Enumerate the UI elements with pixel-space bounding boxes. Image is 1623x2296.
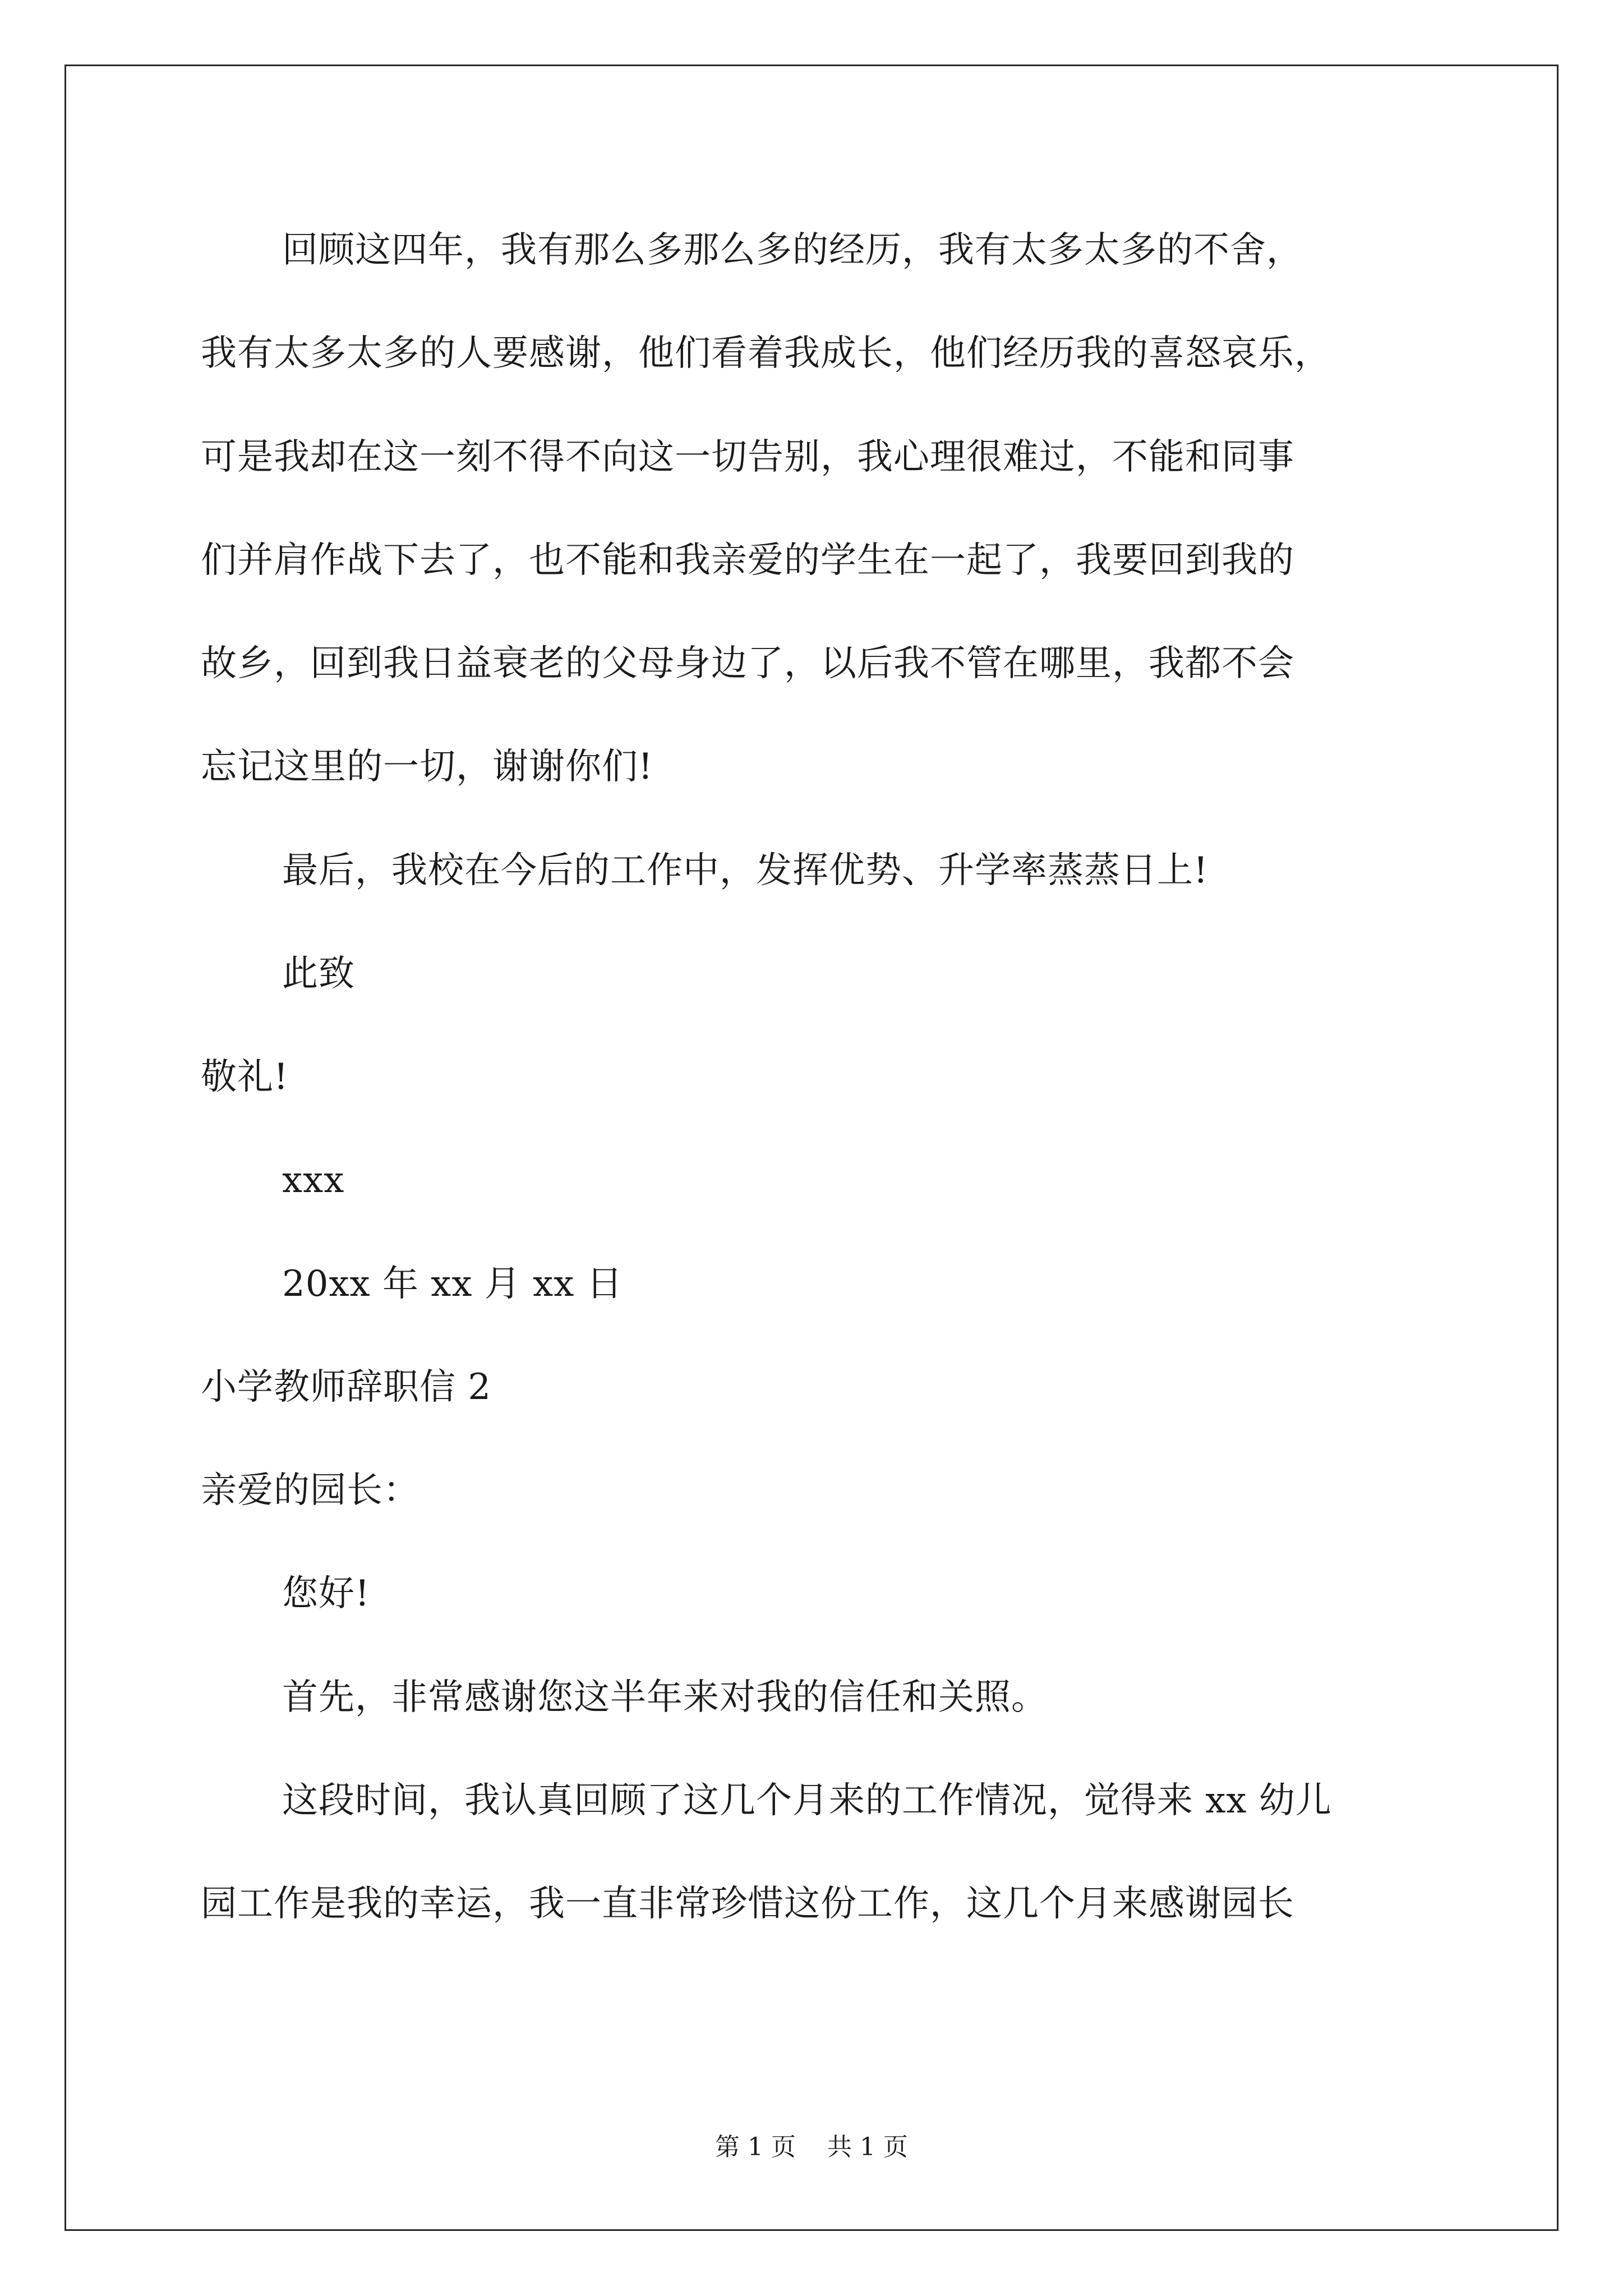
paragraph-line: 首先，非常感谢您这半年来对我的信任和关照。 xyxy=(282,1677,1048,1718)
letter-greeting: 亲爱的园长： xyxy=(201,1470,419,1511)
paragraph-line: 这段时间，我认真回顾了这几个月来的工作情况，觉得来 xx 幼儿 xyxy=(282,1780,1332,1821)
paragraph-line: 们并肩作战下去了，也不能和我亲爱的学生在一起了，我要回到我的 xyxy=(201,540,1294,581)
paragraph-line: 可是我却在这一刻不得不向这一切告别，我心理很难过，不能和同事 xyxy=(201,436,1294,478)
paragraph-line: 最后，我校在今后的工作中，发挥优势、升学率蒸蒸日上! xyxy=(282,850,1209,891)
page-number-footer: 第 1 页 共 1 页 xyxy=(715,2133,908,2161)
paragraph-line: 园工作是我的幸运，我一直非常珍惜这份工作，这几个月来感谢园长 xyxy=(201,1883,1294,1925)
greeting-line: 您好! xyxy=(282,1573,370,1614)
signature-date: 20xx 年 xx 月 xx 日 xyxy=(282,1263,623,1305)
paragraph-line: 我有太多太多的人要感谢，他们看着我成长，他们经历我的喜怒哀乐， xyxy=(201,333,1331,374)
closing-salutation: 此致 xyxy=(282,953,355,995)
paragraph-line: 故乡，回到我日益衰老的父母身边了，以后我不管在哪里，我都不会 xyxy=(201,643,1294,684)
section-title: 小学教师辞职信 2 xyxy=(201,1366,492,1408)
paragraph-line: 忘记这里的一切，谢谢你们! xyxy=(201,746,653,788)
paragraph-line: 回顾这四年，我有那么多那么多的经历，我有太多太多的不舍， xyxy=(282,229,1303,271)
signature-name: xxx xyxy=(282,1159,345,1201)
closing-regards: 敬礼! xyxy=(201,1056,289,1098)
